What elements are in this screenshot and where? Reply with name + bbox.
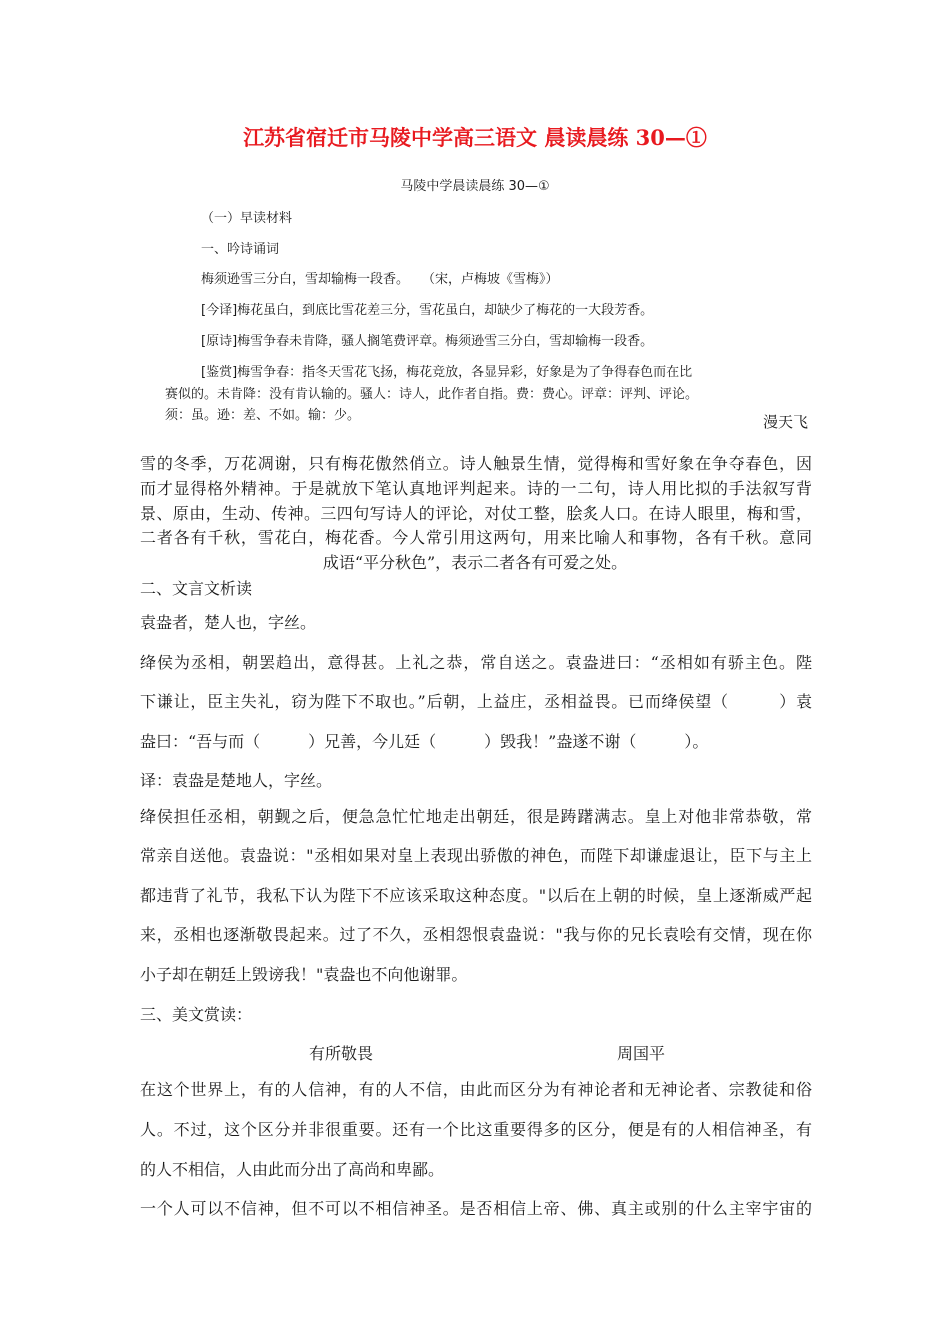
classical-translation-line: 常亲自送他。袁盎说："丞相如果对皇上表现出骄傲的神色，而陛下却谦虚退让，臣下与主上 (140, 846, 812, 865)
document-title: 江苏省宿迁市马陵中学高三语文 晨读晨练 30—① (243, 125, 707, 150)
document-subtitle: 马陵中学晨读晨练 30—① (400, 179, 550, 194)
classical-heading: 二、文言文析读 (140, 579, 253, 598)
classical-translation-line: 来，丞相也逐渐敬畏起来。过了不久，丞相怨恨袁盎说："我与你的兄长袁哙有交情，现在你 (140, 925, 812, 944)
poem-appreciation-line: 须：虽。逊：差、不如。输：少。 (165, 408, 361, 423)
essay-heading: 三、美文赏读： (140, 1005, 253, 1024)
essay-title: 有所敬畏 (309, 1044, 374, 1063)
poem-explanation-line: 雪的冬季，万花凋谢，只有梅花傲然俏立。诗人触景生情，觉得梅和雪好象在争夺春色，因 (140, 454, 812, 473)
section-morning-reading: （一）早读材料 (201, 211, 293, 226)
essay-author: 周国平 (617, 1044, 666, 1063)
poem-explanation-line: 二者各有千秋，雪花白，梅花香。今人常引用这两句，用来比喻人和事物，各有千秋。意同 (140, 528, 812, 547)
essay-line: 的人不相信，人由此而分出了高尚和卑鄙。 (140, 1160, 445, 1179)
classical-translation-line: 译：袁盎是楚地人，字丝。 (140, 771, 333, 790)
poem-explanation-last-line: 成语“平分秋色”，表示二者各有可爱之处。 (322, 553, 628, 572)
poem-heading: 一、吟诗诵词 (201, 242, 280, 257)
classical-translation-line: 绛侯担任丞相，朝觐之后，便急急忙忙地走出朝廷，很是踌躇满志。皇上对他非常恭敬，常 (140, 807, 812, 826)
poem-translation: [今译]梅花虽白，到底比雪花差三分，雪花虽白，却缺少了梅花的一大段芳香。 (201, 303, 654, 318)
essay-line: 在这个世界上，有的人信神，有的人不信，由此而区分为有神论者和无神论者、宗教徒和俗 (140, 1080, 812, 1099)
classical-line: 袁盎者，楚人也，字丝。 (140, 613, 317, 632)
poem-verse: 梅须逊雪三分白，雪却输梅一段香。 （宋，卢梅坡《雪梅》） (201, 272, 559, 287)
classical-translation-line: 都违背了礼节，我私下认为陛下不应该采取这种态度。"以后在上朝的时候，皇上逐渐威严起 (140, 886, 812, 905)
classical-line: 盎曰：“吾与而（ ）兄善，今儿廷（ ）毁我！”盎遂不谢（ ）。 (140, 732, 709, 751)
classical-line: 绛侯为丞相，朝罢趋出，意得甚。上礼之恭，常自送之。袁盎进曰：“丞相如有骄主色。陛 (140, 653, 812, 672)
poem-explanation-line: 而才显得格外精神。于是就放下笔认真地评判起来。诗的一二句，诗人用比拟的手法叙写背 (140, 479, 812, 498)
classical-line: 下谦让，臣主失礼，窃为陛下不取也。”后朝，上益庄，丞相益畏。已而绛侯望（ ）袁 (140, 692, 812, 711)
poem-explanation-lead: 漫天飞 (763, 413, 809, 431)
essay-line: 一个人可以不信神，但不可以不相信神圣。是否相信上帝、佛、真主或别的什么主宰宇宙的 (140, 1199, 812, 1218)
essay-line: 人。不过，这个区分并非很重要。还有一个比这重要得多的区分，便是有的人相信神圣，有 (140, 1120, 812, 1139)
poem-original: [原诗]梅雪争春未肯降，骚人搁笔费评章。梅须逊雪三分白，雪却输梅一段香。 (201, 334, 654, 349)
poem-appreciation-line: [鉴赏]梅雪争春：指冬天雪花飞扬，梅花竞放，各显异彩，好象是为了争得春色而在比 (201, 365, 693, 380)
classical-translation-line: 小子却在朝廷上毁谤我！"袁盎也不向他谢罪。 (140, 965, 468, 984)
poem-explanation-line: 景、原由，生动、传神。三四句写诗人的评论，对仗工整，脍炙人口。在诗人眼里，梅和雪， (140, 504, 812, 523)
poem-appreciation-line: 赛似的。未肯降：没有肯认输的。骚人：诗人，此作者自指。费：费心。评章：评判、评论。 (165, 387, 699, 402)
